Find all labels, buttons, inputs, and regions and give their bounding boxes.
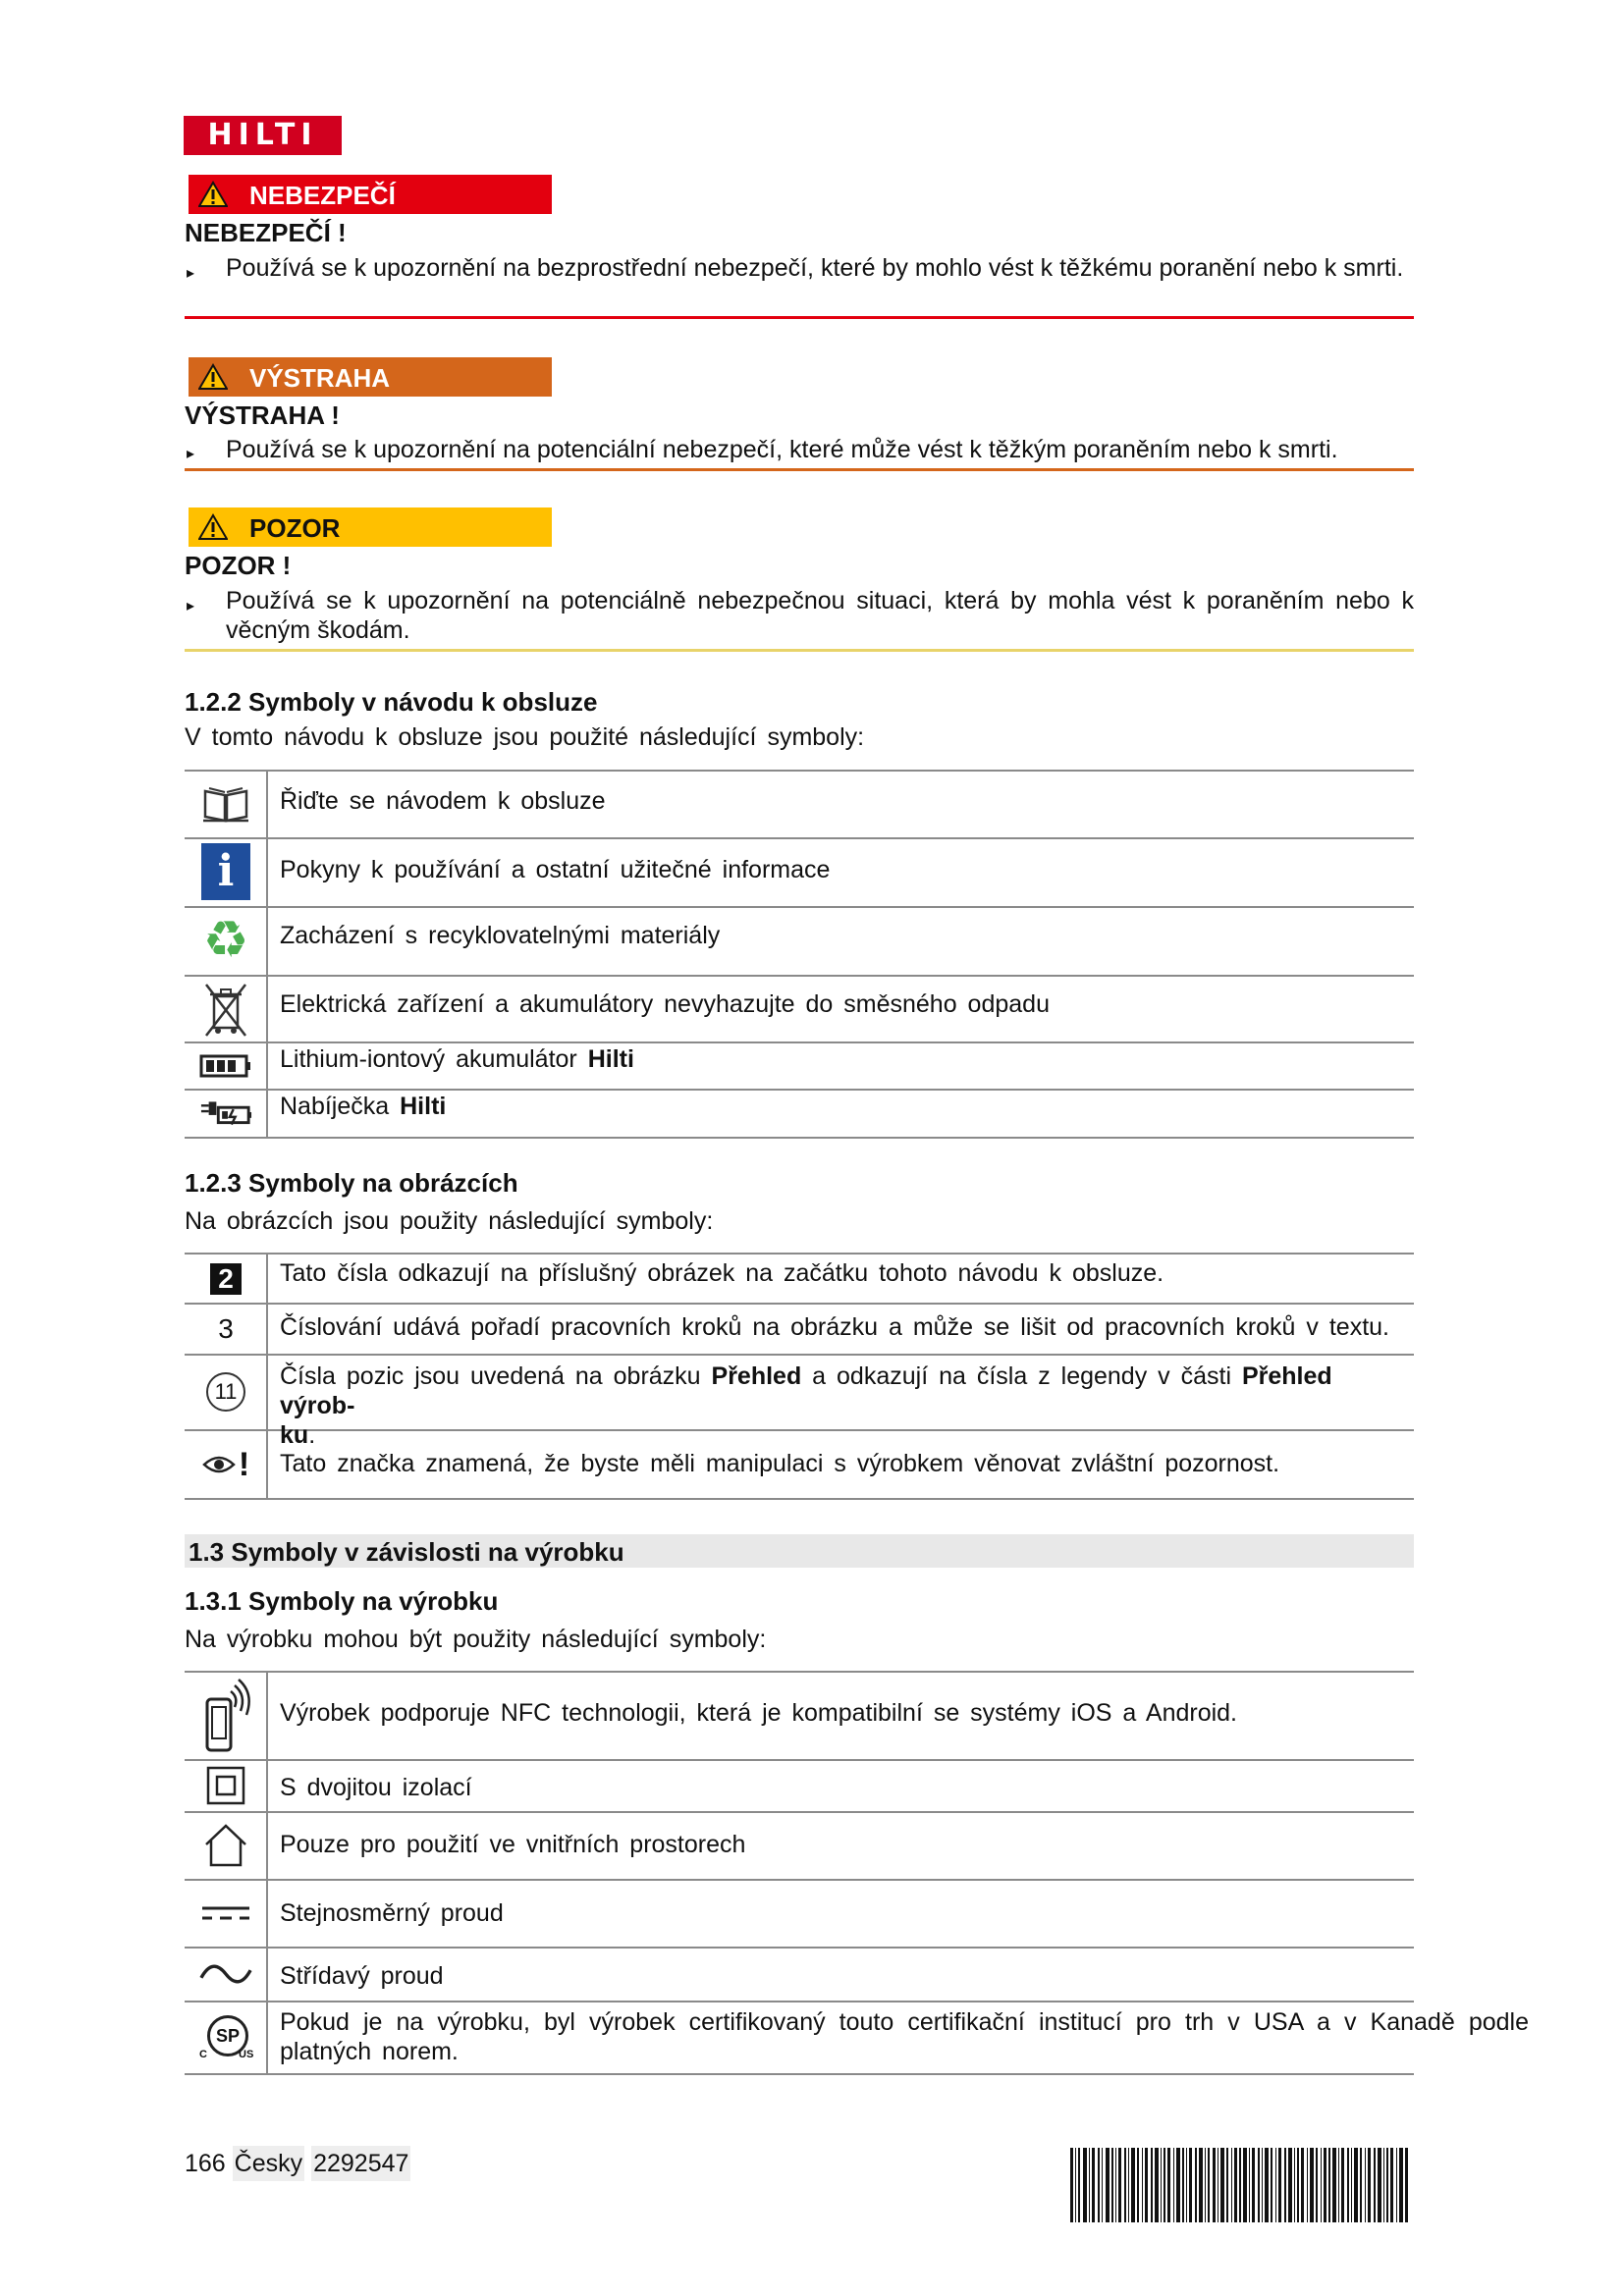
symbol-desc-manual: Řiďte se návodem k obsluze [280, 787, 606, 815]
caution-banner [189, 507, 552, 547]
danger-banner-label: NEBEZPEČÍ [249, 181, 396, 210]
caution-heading: POZOR ! [185, 551, 292, 580]
section-131-intro: Na výrobku mohou být použity následující symboly: [185, 1626, 767, 1653]
warning-banner-label: VÝSTRAHA [249, 363, 391, 393]
table-column-rule [266, 770, 268, 1139]
danger-separator [185, 316, 1414, 319]
table-rule [185, 1879, 1414, 1881]
symbol-desc-disposal: Elektrická zařízení a akumulátory nevyhazujte do směsného odpadu [280, 990, 1050, 1018]
symbol-desc-charger: Nabíječka Hilti [280, 1093, 447, 1120]
table-rule [185, 906, 1414, 908]
step-number-icon: 3 [218, 1312, 234, 1344]
manual-book-icon [199, 775, 252, 834]
caution-text: Používá se k upozornění na potenciálně nebezpečnou situaci, která by mohla vést k poraněním nebo k věcným škodám. [226, 587, 1414, 644]
table-rule [185, 1811, 1414, 1813]
table-rule [185, 1947, 1414, 1949]
barcode [1070, 2148, 1408, 2222]
warning-banner [189, 357, 552, 397]
nfc-phone-icon [199, 1675, 252, 1757]
table-rule [185, 1759, 1414, 1761]
symbol-desc-double-insulation: S dvojitou izolací [280, 1774, 472, 1801]
charger-icon [199, 1092, 252, 1135]
table-rule [185, 2001, 1414, 2002]
table-rule [185, 2073, 1414, 2075]
symbol-desc-attention: Tato značka znamená, že byste měli manipulaci s výrobkem věnovat zvláštní pozornost. [280, 1450, 1280, 1477]
table-rule [185, 1354, 1414, 1356]
section-122-title: 1.2.2 Symboly v návodu k obsluze [185, 687, 598, 717]
warning-triangle-icon [198, 513, 228, 541]
danger-heading: NEBEZPEČÍ ! [185, 218, 347, 247]
symbol-desc-figure-number: Tato čísla odkazují na příslušný obrázek na začátku tohoto návodu k obsluze. [280, 1259, 1164, 1287]
info-icon: i [199, 841, 252, 902]
table-column-rule [266, 1671, 268, 2075]
warning-text: Používá se k upozornění na potenciální nebezpečí, které může vést k těžkým poraněním nebo k smrti. [226, 436, 1338, 463]
hilti-logo: HILTI [184, 116, 342, 155]
danger-banner [189, 175, 552, 214]
symbol-desc-csa: Pokud je na výrobku, byl výrobek certifikovaný touto certifikační institucí pro trh v USA a v Kanadě podle platných norem. [280, 2008, 1529, 2065]
symbol-desc-info: Pokyny k používání a ostatní užitečné informace [280, 856, 831, 883]
warning-heading: VÝSTRAHA ! [185, 400, 340, 430]
direct-current-icon [199, 1883, 252, 1944]
table-rule [185, 1498, 1414, 1500]
recycle-icon: ♻ [202, 911, 249, 970]
symbol-desc-nfc: Výrobek podporuje NFC technologii, která je kompatibilní se systémy iOS a Android. [280, 1699, 1238, 1727]
table-rule [185, 1041, 1414, 1043]
bullet-icon: ▸ [187, 446, 195, 462]
double-insulation-icon [199, 1763, 252, 1808]
section-131-title: 1.3.1 Symboly na výrobku [185, 1586, 499, 1616]
table-rule [185, 837, 1414, 839]
section-13-band [185, 1534, 1414, 1568]
indoor-house-icon [199, 1815, 252, 1876]
caution-banner-label: POZOR [249, 513, 341, 543]
symbol-desc-recycle: Zacházení s recyklovatelnými materiály [280, 922, 721, 949]
section-123-title: 1.2.3 Symboly na obrázcích [185, 1168, 518, 1198]
symbol-desc-ac: Střídavý proud [280, 1962, 444, 1990]
symbol-desc-step-number: Číslování udává pořadí pracovních kroků na obrázku a může se lišit od pracovních kroků v textu. [280, 1313, 1389, 1341]
table-rule [185, 1089, 1414, 1091]
caution-separator [185, 649, 1414, 652]
bullet-icon: ▸ [187, 265, 195, 282]
section-13-title: 1.3 Symboly v závislosti na výrobku [189, 1537, 624, 1567]
crossed-bin-icon [199, 979, 252, 1040]
symbol-desc-battery: Lithium-iontový akumulátor Hilti [280, 1045, 634, 1073]
table-rule [185, 770, 1414, 772]
alternating-current-icon [199, 1950, 252, 1998]
section-123-intro: Na obrázcích jsou použity následující symboly: [185, 1207, 714, 1235]
warning-triangle-icon [198, 363, 228, 391]
page-footer [185, 2150, 410, 2178]
table-rule [185, 1137, 1414, 1139]
warning-triangle-icon [198, 181, 228, 208]
page-number: 166 [185, 2150, 226, 2177]
eye-attention-icon: ! [199, 1433, 252, 1496]
section-122-intro: V tomto návodu k obsluze jsou použité následující symboly: [185, 723, 865, 751]
table-column-rule [266, 1253, 268, 1500]
table-rule [185, 975, 1414, 977]
symbol-desc-position-number: Čísla pozic jsou uvedená na obrázku Přehled a odkazují na čísla z legendy v části Přehled výrob- ku. [280, 1362, 1332, 1449]
battery-icon [199, 1045, 252, 1087]
symbol-desc-indoor: Pouze pro použití ve vnitřních prostorech [280, 1831, 746, 1858]
table-rule [185, 1253, 1414, 1255]
position-number-icon: 11 [199, 1358, 252, 1426]
warning-separator [185, 468, 1414, 471]
csa-mark-icon: SP C US [199, 2004, 252, 2071]
table-rule [185, 1671, 1414, 1673]
footer-doc-number: 2292547 [311, 2146, 410, 2181]
figure-number-icon: 2 [199, 1256, 252, 1301]
bullet-icon: ▸ [187, 598, 195, 614]
footer-language: Česky [233, 2146, 304, 2181]
symbol-desc-dc: Stejnosměrný proud [280, 1899, 504, 1927]
danger-text: Používá se k upozornění na bezprostřední nebezpečí, které by mohlo vést k těžkému poranění nebo k smrti. [226, 254, 1404, 282]
table-rule [185, 1303, 1414, 1305]
